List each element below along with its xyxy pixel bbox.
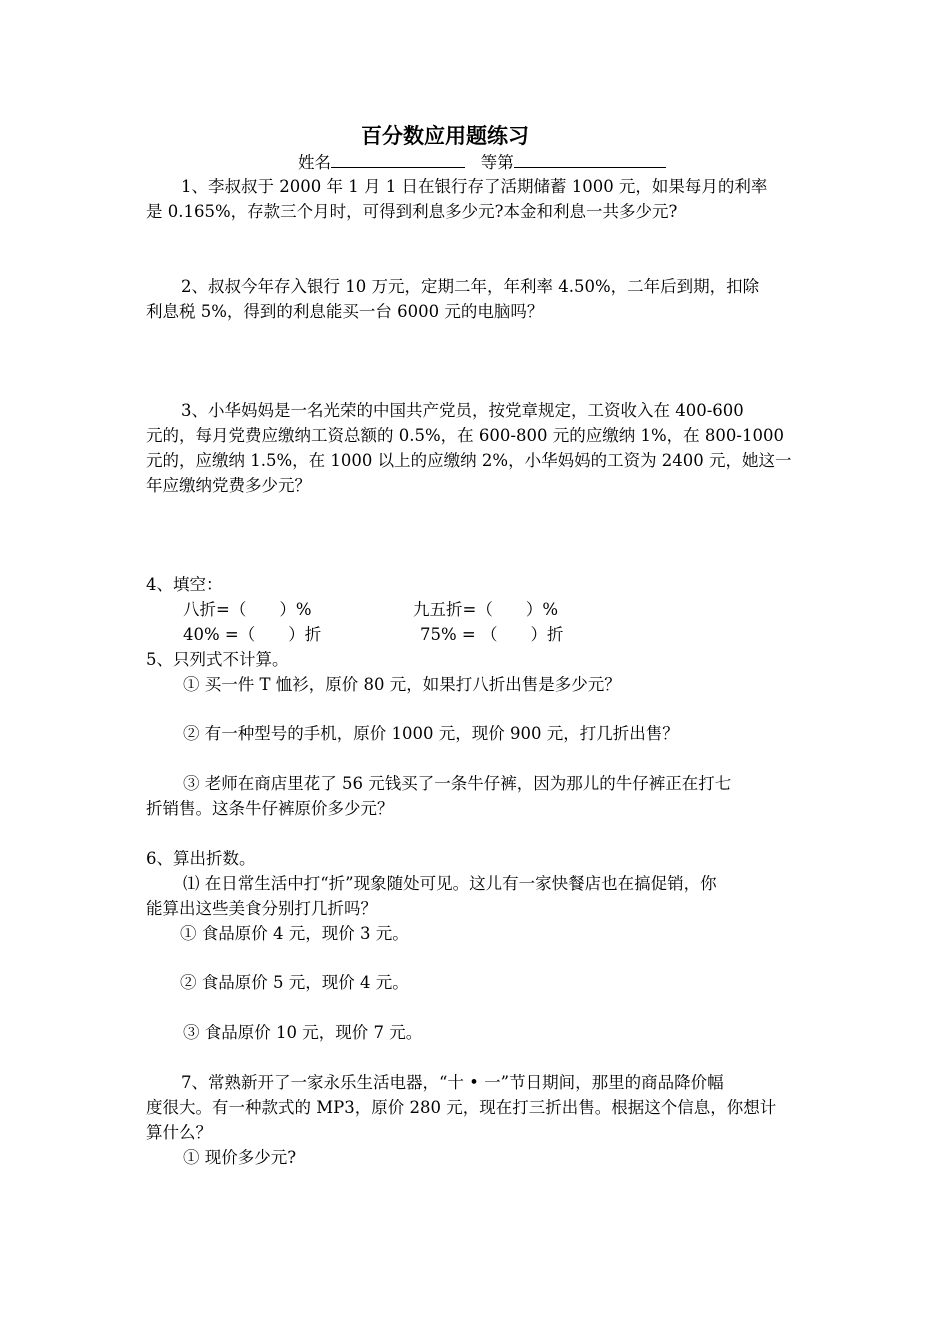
- q2-line2: 利息税 5%，得到的利息能买一台 6000 元的电脑吗？: [146, 302, 544, 321]
- name-blank[interactable]: [331, 149, 465, 168]
- q4-blank-forty-percent: 40% =（ ）折: [183, 625, 322, 644]
- q3-line2: 元的，每月党费应缴纳工资总额的 0.5%，在 600-800 元的应缴纳 1%，在 800-1000: [146, 426, 784, 445]
- q5-item-a: ① 买一件 T 恤衫，原价 80 元，如果打八折出售是多少元？: [183, 675, 621, 694]
- grade-label: 等第: [480, 153, 514, 172]
- grade-blank[interactable]: [514, 149, 666, 168]
- q5-item-c-line1: ③ 老师在商店里花了 56 元钱买了一条牛仔裤，因为那儿的牛仔裤正在打七: [183, 774, 732, 793]
- q7-line2: 度很大。有一种款式的 MP3，原价 280 元，现在打三折出售。根据这个信息，你想计: [146, 1098, 777, 1117]
- q3-line3: 元的，应缴纳 1.5%，在 1000 以上的应缴纳 2%，小华妈妈的工资为 2400 元，她这一: [146, 451, 792, 470]
- q7-line3: 算什么？: [146, 1123, 212, 1142]
- page-title: 百分数应用题练习: [361, 124, 529, 148]
- q5-heading: 5、只列式不计算。: [146, 650, 289, 669]
- name-label: 姓名: [298, 153, 331, 172]
- q6-heading: 6、算出折数。: [146, 849, 256, 868]
- q4-blank-eight-discount: 八折=（ ）%: [183, 600, 312, 619]
- q3-line1: 3、小华妈妈是一名光荣的中国共产党员，按党章规定，工资收入在 400-600: [181, 401, 744, 420]
- q3-line4: 年应缴纳党费多少元？: [146, 476, 311, 495]
- student-info-line: [298, 149, 666, 175]
- q7-item-a: ① 现价多少元?: [183, 1148, 297, 1167]
- q4-blank-seventy-five-percent: 75% = （ ）折: [420, 625, 564, 644]
- q6-item-c: ③ 食品原价 10 元，现价 7 元。: [183, 1023, 423, 1042]
- q2-line1: 2、叔叔今年存入银行 10 万元，定期二年，年利率 4.50%，二年后到期，扣除: [181, 277, 760, 296]
- q6-intro-line2: 能算出这些美食分别打几折吗？: [146, 899, 377, 918]
- q6-item-b: ② 食品原价 5 元，现价 4 元。: [180, 973, 409, 992]
- q6-intro-line1: ⑴ 在日常生活中打“折”现象随处可见。这儿有一家快餐店也在搞促销，你: [183, 874, 717, 893]
- q1-line2: 是 0.165%，存款三个月时，可得到利息多少元?本金和利息一共多少元?: [146, 202, 678, 221]
- q7-line1: 7、常熟新开了一家永乐生活电器，“十 • 一”节日期间，那里的商品降价幅: [181, 1073, 724, 1092]
- q5-item-c-line2: 折销售。这条牛仔裤原价多少元？: [146, 799, 394, 818]
- q1-line1: 1、李叔叔于 2000 年 1 月 1 日在银行存了活期储蓄 1000 元，如果每月的利率: [181, 177, 768, 196]
- q5-item-b: ② 有一种型号的手机，原价 1000 元，现价 900 元，打几折出售？: [183, 724, 679, 743]
- q6-item-a: ① 食品原价 4 元，现价 3 元。: [180, 924, 409, 943]
- q4-blank-ninety-five-discount: 九五折=（ ）%: [413, 600, 559, 619]
- q4-heading: 4、填空：: [146, 575, 223, 594]
